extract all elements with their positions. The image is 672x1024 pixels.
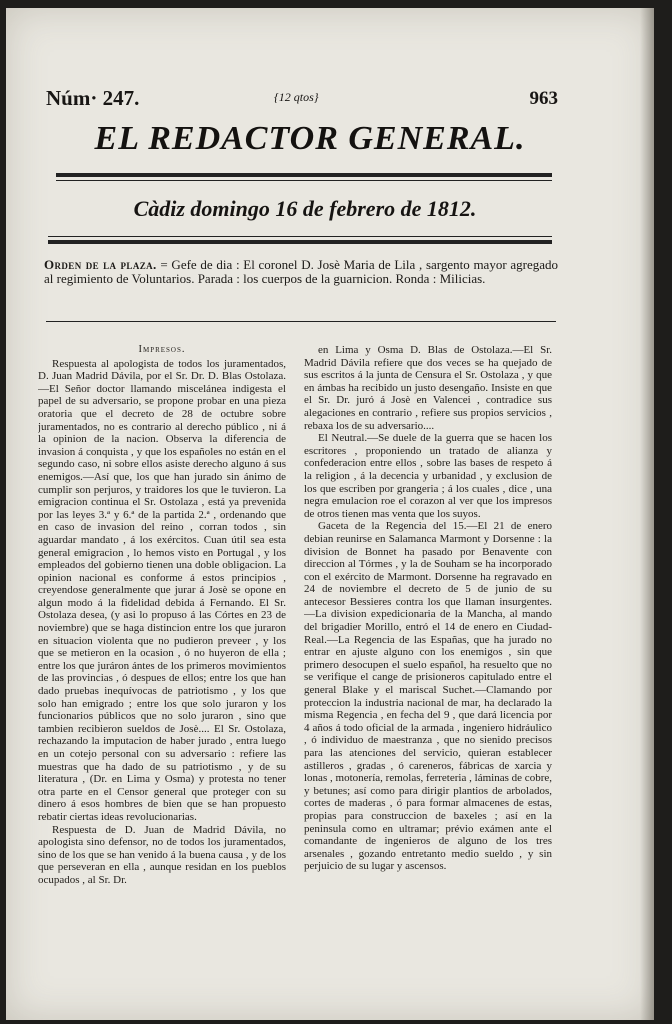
orden-de-la-plaza (44, 258, 558, 286)
issue-number: Núm· 247. (46, 86, 140, 110)
title-rule-thin (56, 180, 552, 181)
right-paragraph-3: Gaceta de la Regencia del 15.—El 21 de enero debian reunirse en Salamanca Marmont y Dorsenne : la division de Bonnet ha pasado por Benavente con direccion al Tórmes , y la de Souham se ha incorporado con el exército de Marmont. Dorsenne ha regravado en 24 de noviembre el decreto de 5 de junio de su antecesor Bessieres contra los que llaman insurgentes.—La division expedicionaria de la Mancha, al mando del brigadier Morillo, entró el 14 de enero en Ciudad-Real.—La Regencia de las Españas, que ha jurado no entrar en ajuste alguno con los enemigos , sin que primero desocupen el suelo español, ha resuelto que no se verifique el cange de prisioneros capitulado entre el general Blake y el mariscal Suchet.—Clamando por proteccion la industria nacional de mar, ha declarado la misma Regencia , en fecha del 9 , que dará licencia por 4 años á todo oficial de la armada , ingeniero hidráulico , ó individuo de maestranza , que no sienido precisos para las atenciones del servicio, quieran establecer astilleros , gradas , ó careneros, fábricas de xarcia y lonas , motonería, remolas, ferreteria , láminas de cobre, y betunes; así como para dirigir plantios de arbolados, cortes de maderas , ó para formar almacenes de estas, propias para construccion de baxeles ; así en la peninsula como en ultramar; prévio exámen ante el comandante de ingenieros de alguno de los tres arsenales , gozando entretanto medio sueldo , y sin perjuicio de su lugar y ascensos. (304, 520, 552, 873)
impresos-heading: Impresos. (138, 344, 186, 355)
page-number: 963 (529, 88, 558, 109)
right-paragraph-2: El Neutral.—Se duele de la guerra que se hacen los escritores , proponiendo un tratado de alianza y confederacion entre ellos , sobre las bases de respeto á la religion , á la decencia y urbanidad , y exclusion de los que escriben por grangeria ; á los cuales , dice , una negra emulacion roe el corazon al ver que los impresos de otros tienen mas venta que los suyos. (304, 432, 552, 520)
left-paragraph-1: Respuesta al apologista de todos los juramentados, D. Juan Madrid Dávila, por el Sr. Dr. D. Blas Ostolaza. —El Señor doctor llamando miscelánea indigesta el papel de su adversario, se propone probar en una pieza oratoria que el decreto de 28 de octubre sobre juramentados, no es contrario al derecho público , ni á la opinion de la nacion. Observa la diferencia de invasion á conquista , y que los españoles no están en el segundo caso, ni sobre ellos asiste derecho alguno á sus enemigos.—Así que, los que han jurado sin ánimo de cumplir son perjuros, y traidores los que le tuvieron. La emigracion continua el Sr. Ostolaza , está ya prevenida por las leyes 3.ª y 6.ª de la partida 2.ª , ordenando que en caso de invasion del reino , corran todos , sin aguardar mandato , á los exércitos. Cuan útil sea esta general emigracion , lo hemos visto en Portugal , y los empleados del gobierno tienen una doble obligacion. La opinion nacional es conforme á estos principios , creyendose generalmente que jurar á Josè se opone en algun modo á la fidelidad debida á Fernando. El Sr. Ostolaza desea, (y asi lo propuso á las Córtes en 23 de noviembre) que se haga distincion entre los que juraron en situacion violenta que no pudieron preveer , y los que se metieron en la ocasion , ó no huyeron de ella ; entre los que juráron ántes de los primeros movimientos de las provincias , ó despues de ellos; entre los que han dado pruebas inequívocas de patriotismo , y los que solo han emigrado ; entre los que solo juraron y los funcionarios públicos que no solo juraron , sino que tambien recibieron sueldos de Josè.... El Sr. Ostolaza, rechazando la imputacion de haber jurado , entra luego en un cotejo personal con su adversario : refiere las muestras que ha dado de su patriotismo , y de su literatura , (Dr. en Lima y Osma) y protesta no tener otra parte en el Censor general que proteger con su dinero á esos hombres de bien que se han propuesto rebatir ciertas ideas revolucionarias. (38, 357, 286, 823)
dateline: Càdiz domingo 16 de febrero de 1812. (133, 196, 477, 221)
date-rule-thick (48, 240, 552, 244)
masthead-top-line (46, 86, 558, 112)
left-paragraph-2: Respuesta de D. Juan de Madrid Dávila, no apologista sino defensor, no de todos los juramentados, sino de los que se han venido á la buena causa , y de los que perseveran en ella , aunque residan en los pueblos ocupados , al Sr. Dr. (38, 823, 286, 886)
issue-quantity: {12 qtos} (274, 90, 319, 104)
left-column (38, 344, 286, 956)
section-rule (46, 321, 556, 322)
page-fold-shadow (640, 8, 654, 1020)
date-rule-thin (48, 236, 552, 237)
orden-lead: Orden de la plaza. (44, 257, 157, 272)
right-column (304, 344, 552, 956)
title-rule-thick (56, 173, 552, 177)
right-paragraph-1: en Lima y Osma D. Blas de Ostolaza.—El Sr. Madrid Dávila refiere que dos veces se ha quejado de sus escritos á la junta de Censura el Sr. Ostolaza , y que en ámbas ha recibido un justo desengaño. Insiste en que el Sr. Dr. juró á Josè en Valencei , contradice sus alegaciones en contrario , refiere sus propios servicios , rebaxa los de su adversario.... (304, 344, 552, 432)
newspaper-title: EL REDACTOR GENERAL. (94, 120, 526, 157)
orden-text: = Gefe de dia : El coronel D. Josè Maria de Lila , sargento mayor agregado al regimiento de Voluntarios. Parada : los cuerpos de la guarnicion. Ronda : Milicias. (44, 257, 558, 286)
